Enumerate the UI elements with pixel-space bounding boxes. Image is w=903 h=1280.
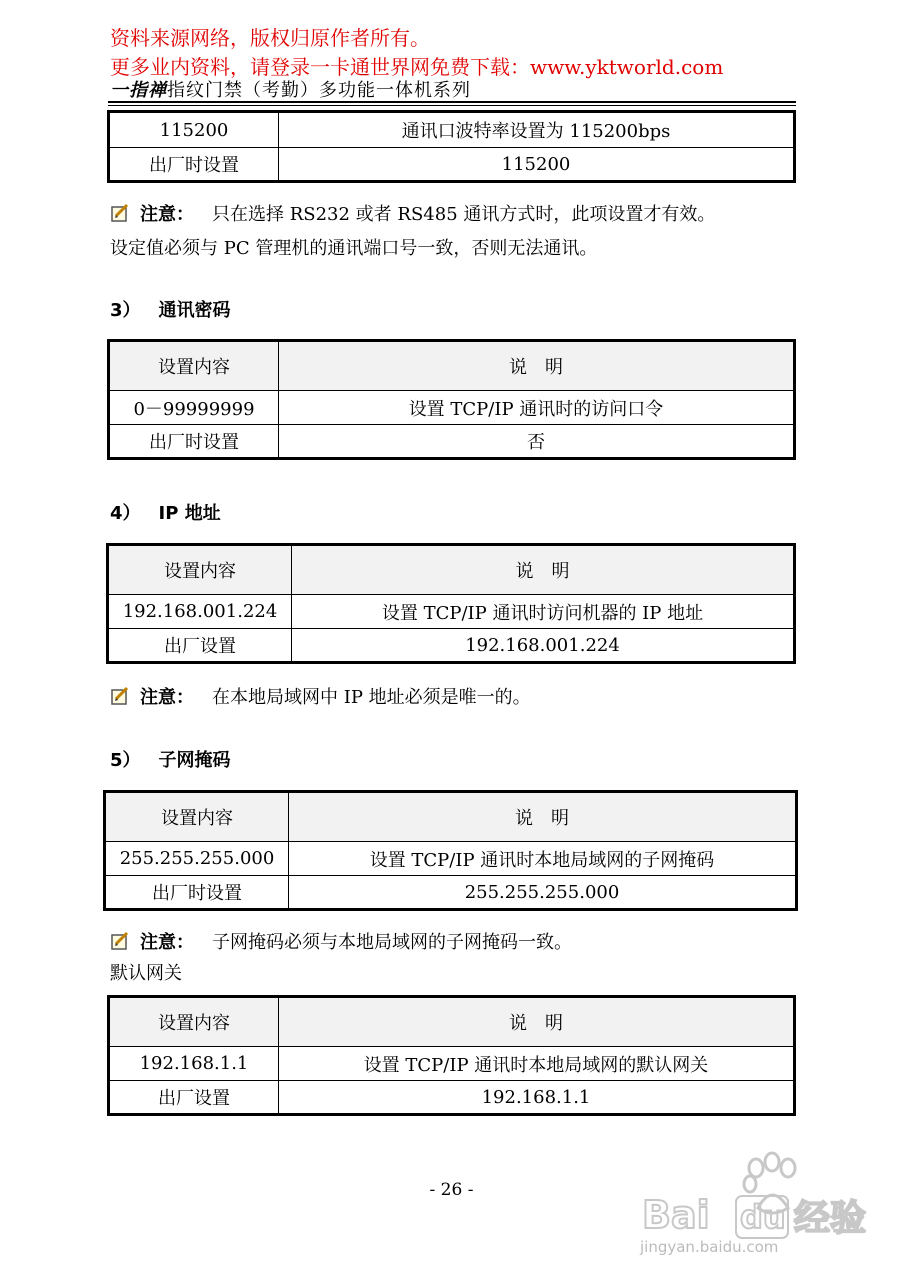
note-label: 注意： xyxy=(140,204,194,225)
table-cell: 设置 TCP/IP 通讯时本地局域网的默认网关 xyxy=(279,1047,795,1081)
table-cell: 出厂时设置 xyxy=(109,148,279,182)
table-row xyxy=(105,876,797,910)
section-title: IP 地址 xyxy=(158,503,221,524)
section-number: 3） xyxy=(110,300,141,321)
column-header: 说 明 xyxy=(289,792,797,842)
table-cell: 192.168.001.224 xyxy=(292,629,795,663)
note-2 xyxy=(110,685,531,711)
column-header: 设置内容 xyxy=(109,341,279,391)
column-header: 说 明 xyxy=(292,545,795,595)
gateway-heading: 默认网关 xyxy=(110,963,182,984)
note-text: 只在选择 RS232 或者 RS485 通讯方式时，此项设置才有效。 xyxy=(212,204,716,225)
section-heading-4 xyxy=(110,499,221,525)
note-3 xyxy=(110,930,572,956)
table-cell: 出厂设置 xyxy=(109,1081,279,1115)
gateway-table xyxy=(107,995,796,1116)
page-number: - 26 - xyxy=(429,1180,474,1200)
section-title: 通讯密码 xyxy=(158,300,231,321)
note-1-continuation: 设定值必须与 PC 管理机的通讯端口号一致，否则无法通讯。 xyxy=(110,238,598,259)
table-row xyxy=(109,1081,795,1115)
table-cell: 通讯口波特率设置为 115200bps xyxy=(279,112,795,148)
table-cell: 192.168.1.1 xyxy=(109,1047,279,1081)
note-text: 子网掩码必须与本地局域网的子网掩码一致。 xyxy=(212,932,572,953)
table-header-row xyxy=(109,997,795,1047)
column-header: 设置内容 xyxy=(105,792,289,842)
table-cell: 115200 xyxy=(109,112,279,148)
note-pencil-icon xyxy=(110,931,130,951)
watermark-url: jingyan.baidu.com xyxy=(640,1238,779,1256)
table-cell: 出厂设置 xyxy=(108,629,292,663)
table-cell: 255.255.255.000 xyxy=(289,876,797,910)
note-pencil-icon xyxy=(110,686,130,706)
section-number: 5） xyxy=(110,750,141,771)
table-cell: 出厂时设置 xyxy=(105,876,289,910)
table-header-row xyxy=(108,545,795,595)
password-table xyxy=(107,339,796,460)
table-row xyxy=(109,112,795,148)
column-header: 说 明 xyxy=(279,341,795,391)
note-text: 在本地局域网中 IP 地址必须是唯一的。 xyxy=(212,687,531,708)
baud-rate-table xyxy=(107,110,796,183)
table-row xyxy=(108,629,795,663)
table-header-row xyxy=(109,341,795,391)
column-header: 设置内容 xyxy=(109,997,279,1047)
source-notice-line2: 更多业内资料，请登录一卡通世界网免费下载：www.yktworld.com xyxy=(110,55,724,79)
svg-text:du: du xyxy=(740,1198,786,1236)
header-brand: 一指禅 xyxy=(110,80,167,101)
header-title: 指纹门禁（考勤）多功能一体机系列 xyxy=(167,80,471,101)
svg-text:Bai: Bai xyxy=(642,1193,710,1237)
table-cell: 192.168.1.1 xyxy=(279,1081,795,1115)
section-title: 子网掩码 xyxy=(158,750,231,771)
ip-address-table xyxy=(106,543,796,664)
note-pencil-icon xyxy=(110,203,130,223)
note-label: 注意： xyxy=(140,687,194,708)
table-cell: 设置 TCP/IP 通讯时本地局域网的子网掩码 xyxy=(289,842,797,876)
column-header: 设置内容 xyxy=(108,545,292,595)
table-cell: 115200 xyxy=(279,148,795,182)
table-cell: 0－99999999 xyxy=(109,391,279,425)
table-row xyxy=(109,391,795,425)
table-cell: 否 xyxy=(279,425,795,459)
header-rule-thin xyxy=(108,105,796,106)
note-1 xyxy=(110,202,715,228)
svg-text:经验: 经验 xyxy=(794,1198,867,1239)
table-cell: 设置 TCP/IP 通讯时的访问口令 xyxy=(279,391,795,425)
table-cell: 出厂时设置 xyxy=(109,425,279,459)
table-row xyxy=(105,842,797,876)
table-cell: 192.168.001.224 xyxy=(108,595,292,629)
running-header xyxy=(110,76,471,102)
section-heading-3 xyxy=(110,296,231,322)
section-number: 4） xyxy=(110,503,141,524)
table-cell: 255.255.255.000 xyxy=(105,842,289,876)
header-rule xyxy=(108,101,796,103)
subnet-mask-table xyxy=(103,790,798,911)
table-header-row xyxy=(105,792,797,842)
table-row xyxy=(108,595,795,629)
note-label: 注意： xyxy=(140,932,194,953)
table-row xyxy=(109,148,795,182)
source-notice-line1: 资料来源网络，版权归原作者所有。 xyxy=(110,26,430,50)
table-row xyxy=(109,425,795,459)
section-heading-5 xyxy=(110,746,231,772)
table-row xyxy=(109,1047,795,1081)
table-cell: 设置 TCP/IP 通讯时访问机器的 IP 地址 xyxy=(292,595,795,629)
column-header: 说 明 xyxy=(279,997,795,1047)
